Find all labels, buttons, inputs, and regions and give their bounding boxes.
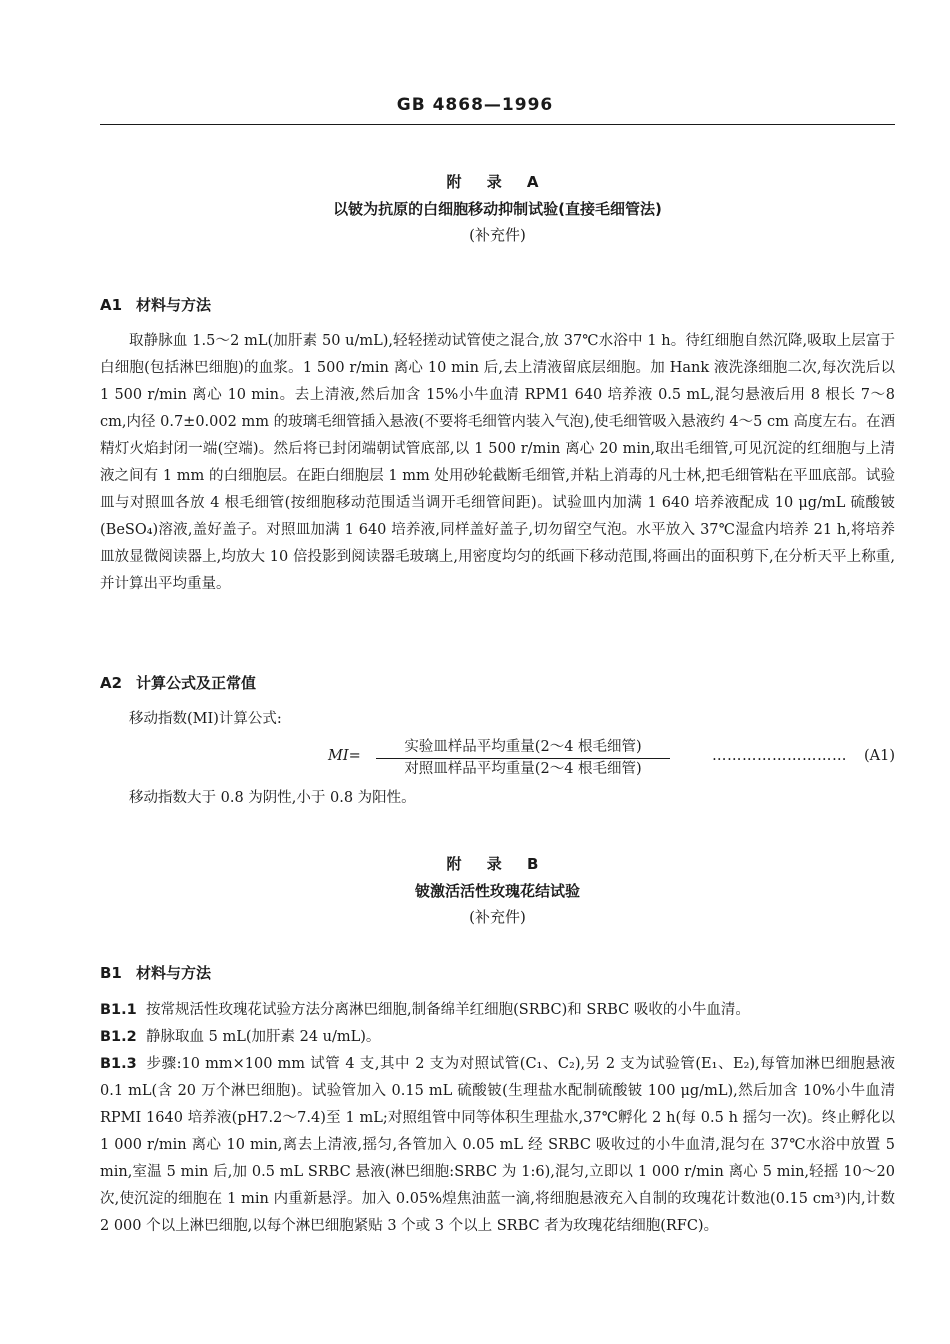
mi-formula xyxy=(100,738,895,780)
header-rule xyxy=(100,124,895,125)
fraction-bar xyxy=(376,758,670,759)
section-a2-title: 计算公式及正常值 xyxy=(136,674,257,692)
standard-number-header: GB 4868—1996 xyxy=(396,95,554,115)
section-a1-heading xyxy=(100,294,895,316)
appendix-b-title: 附 录 B xyxy=(446,855,549,873)
section-b1-items xyxy=(100,997,895,1240)
formula-tag: (A1) xyxy=(863,748,895,764)
appendix-a-note: (补充件) xyxy=(469,226,526,244)
appendix-a-heading xyxy=(100,172,895,246)
section-a1-body: 取静脉血 1.5～2 mL(加肝素 50 u/mL),轻轻搓动试管使之混合,放 37℃水浴中 1 h。待红细胞自然沉降,吸取上层富于白细胞(包括淋巴细胞)的血浆。1 500 r/min 离心 10 min 后,去上清液留底层细胞。加 Hank 液洗涤细胞二次,每次洗后以 1 500 r/min 离心 10 min。去上清液,然后加含 15%小牛血清 RPM1 640 培养液 0.5 mL,混匀悬液后用 8 根长 7～8 cm,内径 0.7±0.002 mm 的玻璃毛细管插入悬液(不要将毛细管内装入气泡),使毛细管吸入悬液约 4～5 cm 高度左右。在酒精灯火焰封闭一端(空端)。然后将已封闭端朝试管底部,以 1 500 r/min 离心 20 min,取出毛细管,可见沉淀的红细胞与上清液之间有 1 mm 的白细胞层。在距白细胞层 1 mm 处用砂轮截断毛细管,并粘上消毒的凡士林,把毛细管粘在平皿底部。试验皿与对照皿各放 4 根毛细管(按细胞移动范围适当调开毛细管间距)。试验皿内加满 1 640 培养液配成 10 μg/mL 硫酸铍(BeSO₄)溶液,盖好盖子。对照皿加满 1 640 培养液,同样盖好盖子,切勿留空气泡。水平放入 37℃湿盒内培养 21 h,将培养皿放显微阅读器上,均放大 10 倍投影到阅读器毛玻璃上,用密度均匀的纸画下移动范围,将画出的面积剪下,在分析天平上称重,并计算出平均重量。 xyxy=(100,333,895,592)
appendix-b-heading xyxy=(100,854,895,928)
section-a2-heading xyxy=(100,672,895,694)
section-b1-title: 材料与方法 xyxy=(136,964,212,982)
list-item-b1-1 xyxy=(100,997,895,1024)
appendix-b-subtitle: 铍激活活性玫瑰花结试验 xyxy=(414,882,580,900)
section-a1-number: A1 xyxy=(100,296,123,314)
section-b1-number: B1 xyxy=(100,964,122,982)
section-a2-number: A2 xyxy=(100,674,123,692)
list-item-b1-2 xyxy=(100,1024,895,1051)
item-number: B1.2 xyxy=(100,1029,137,1045)
formula-intro: 移动指数(MI)计算公式: xyxy=(129,711,282,727)
formula-conclusion: 移动指数大于 0.8 为阴性,小于 0.8 为阳性。 xyxy=(129,790,416,806)
formula-leader-dots: ……………………… xyxy=(712,748,847,764)
formula-fraction xyxy=(376,738,670,779)
item-text: 静脉取血 5 mL(加肝素 24 u/mL)。 xyxy=(146,1029,381,1045)
item-text: 步骤:10 mm×100 mm 试管 4 支,其中 2 支为对照试管(C₁、C₂),另 2 支为试验管(E₁、E₂),每管加淋巴细胞悬液 0.1 mL(含 20 万个淋巴细胞)。试验管加入 0.15 mL 硫酸铍(生理盐水配制硫酸铍 100 μg/mL),然后加含 10%小牛血清 RPMI 1640 培养液(pH7.2～7.4)至 1 mL;对照组管中同等体积生理盐水,37℃孵化 2 h(每 0.5 h 摇匀一次)。终止孵化以 1 000 r/min 离心 10 min,离去上清液,摇匀,各管加入 0.05 mL 经 SRBC 吸收过的小牛血清,混匀在 37℃水浴中放置 5 min,室温 5 min 后,加 0.5 mL SRBC 悬液(淋巴细胞:SRBC 为 1:6),混匀,立即以 1 000 r/min 离心 5 min,轻摇 10～20 次,使沉淀的细胞在 1 min 内重新悬浮。加入 0.05%煌焦油蓝一滴,将细胞悬液充入自制的玫瑰花计数池(0.15 cm³)内,计数 2 000 个以上淋巴细胞,以每个淋巴细胞紧贴 3 个或 3 个以上 SRBC 者为玫瑰花结细胞(RFC)。 xyxy=(100,1056,895,1234)
item-text: 按常规活性玫瑰花试验方法分离淋巴细胞,制备绵羊红细胞(SRBC)和 SRBC 吸收的小牛血清。 xyxy=(146,1002,750,1018)
section-b1-heading xyxy=(100,962,895,984)
item-number: B1.1 xyxy=(100,1002,137,1018)
formula-denominator: 对照皿样品平均重量(2～4 根毛细管) xyxy=(404,761,642,777)
appendix-a-title: 附 录 A xyxy=(446,173,549,191)
item-number: B1.3 xyxy=(100,1056,137,1072)
formula-lhs: MI= xyxy=(328,748,361,764)
formula-numerator: 实验皿样品平均重量(2～4 根毛细管) xyxy=(404,739,642,755)
list-item-b1-3 xyxy=(100,1051,895,1240)
appendix-b-note: (补充件) xyxy=(469,908,526,926)
section-a1-title: 材料与方法 xyxy=(136,296,212,314)
appendix-a-subtitle: 以铍为抗原的白细胞移动抑制试验(直接毛细管法) xyxy=(333,200,662,218)
